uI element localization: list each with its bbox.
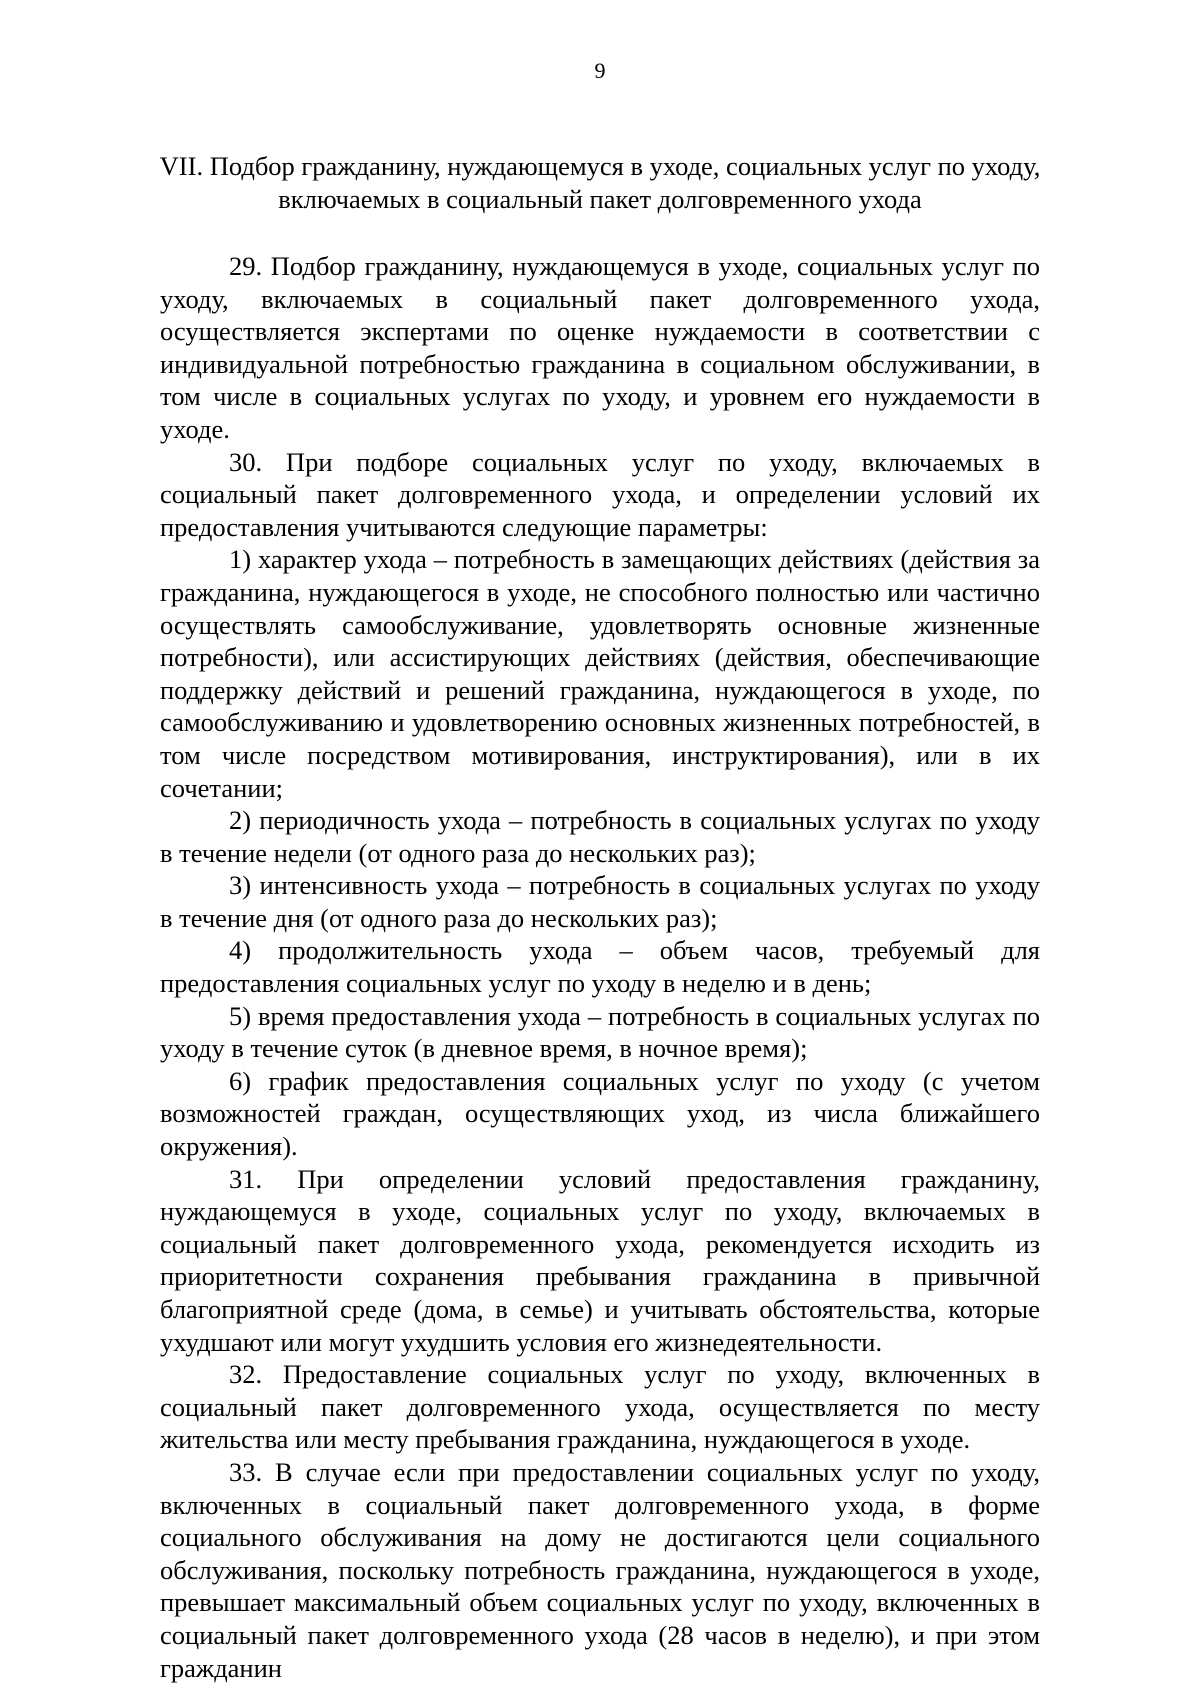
list-item-4: 4) продолжительность ухода – объем часов, требуемый для предоставления социальных услуг по уходу в неделю и в день; — [160, 935, 1040, 999]
body-text — [160, 250, 1040, 1684]
paragraph-33: 33. В случае если при предоставлении социальных услуг по уходу, включенных в социальный пакет долговременного ухода, в форме социального обслуживания на дому не достигаются цели социального обслуживания, поскольку потребность гражданина, нуждающегося в уходе, превышает максимальный объем социальных услуг по уходу, включенных в социальный пакет долговременного ухода (28 часов в неделю), и при этом гражданин — [160, 1456, 1040, 1683]
section-heading-line-1: VII. Подбор гражданину, нуждающемуся в уходе, социальных услуг по уходу, — [159, 151, 1041, 181]
section-heading-line-2: включаемых в социальный пакет долговременного ухода — [278, 184, 922, 214]
list-item-5: 5) время предоставления ухода – потребность в социальных услугах по уходу в течение суток (в дневное время, в ночное время); — [160, 1000, 1040, 1064]
list-item-1: 1) характер ухода – потребность в замещающих действиях (действия за гражданина, нуждающегося в уходе, не способного полностью или частично осуществлять самообслуживание, удовлетворять основные жизненные потребности), или ассистирующих действиях (действия, обеспечивающие поддержку действий и решений гражданина, нуждающегося в уходе, по самообслуживанию и удовлетворению основных жизненных потребностей, в том числе посредством мотивирования, инструктирования), или в их сочетании; — [160, 544, 1040, 803]
paragraph-29: 29. Подбор гражданину, нуждающемуся в уходе, социальных услуг по уходу, включаемых в социальный пакет долговременного ухода, осуществляется экспертами по оценке нуждаемости в соответствии с индивидуальной потребностью гражданина в социальном обслуживании, в том числе в социальных услугах по уходу, и уровнем его нуждаемости в уходе. — [160, 251, 1040, 444]
paragraph-32: 32. Предоставление социальных услуг по уходу, включенных в социальный пакет долговременного ухода, осуществляется по месту жительства или месту пребывания гражданина, нуждающегося в уходе. — [160, 1359, 1040, 1455]
paragraph-30: 30. При подборе социальных услуг по уходу, включаемых в социальный пакет долговременного ухода, и определении условий их предоставления учитываются следующие параметры: — [160, 446, 1040, 542]
list-item-6: 6) график предоставления социальных услуг по уходу (с учетом возможностей граждан, осуществляющих уход, из числа ближайшего окружения). — [160, 1065, 1040, 1162]
paragraph-31: 31. При определении условий предоставления гражданину, нуждающемуся в уходе, социальных услуг по уходу, включаемых в социальный пакет долговременного ухода, рекомендуется исходить из приоритетности сохранения пребывания гражданина в привычной благоприятной среде (дома, в семье) и учитывать обстоятельства, которые ухудшают или могут ухудшить условия его жизнедеятельности. — [160, 1163, 1040, 1357]
section-heading — [140, 150, 1060, 216]
page-number: 9 — [594, 58, 606, 83]
list-item-3: 3) интенсивность ухода – потребность в социальных услугах по уходу в течение дня (от одного раза до нескольких раз); — [160, 870, 1040, 933]
list-item-2: 2) периодичность ухода – потребность в социальных услугах по уходу в течение недели (от одного раза до нескольких раз); — [160, 805, 1040, 868]
